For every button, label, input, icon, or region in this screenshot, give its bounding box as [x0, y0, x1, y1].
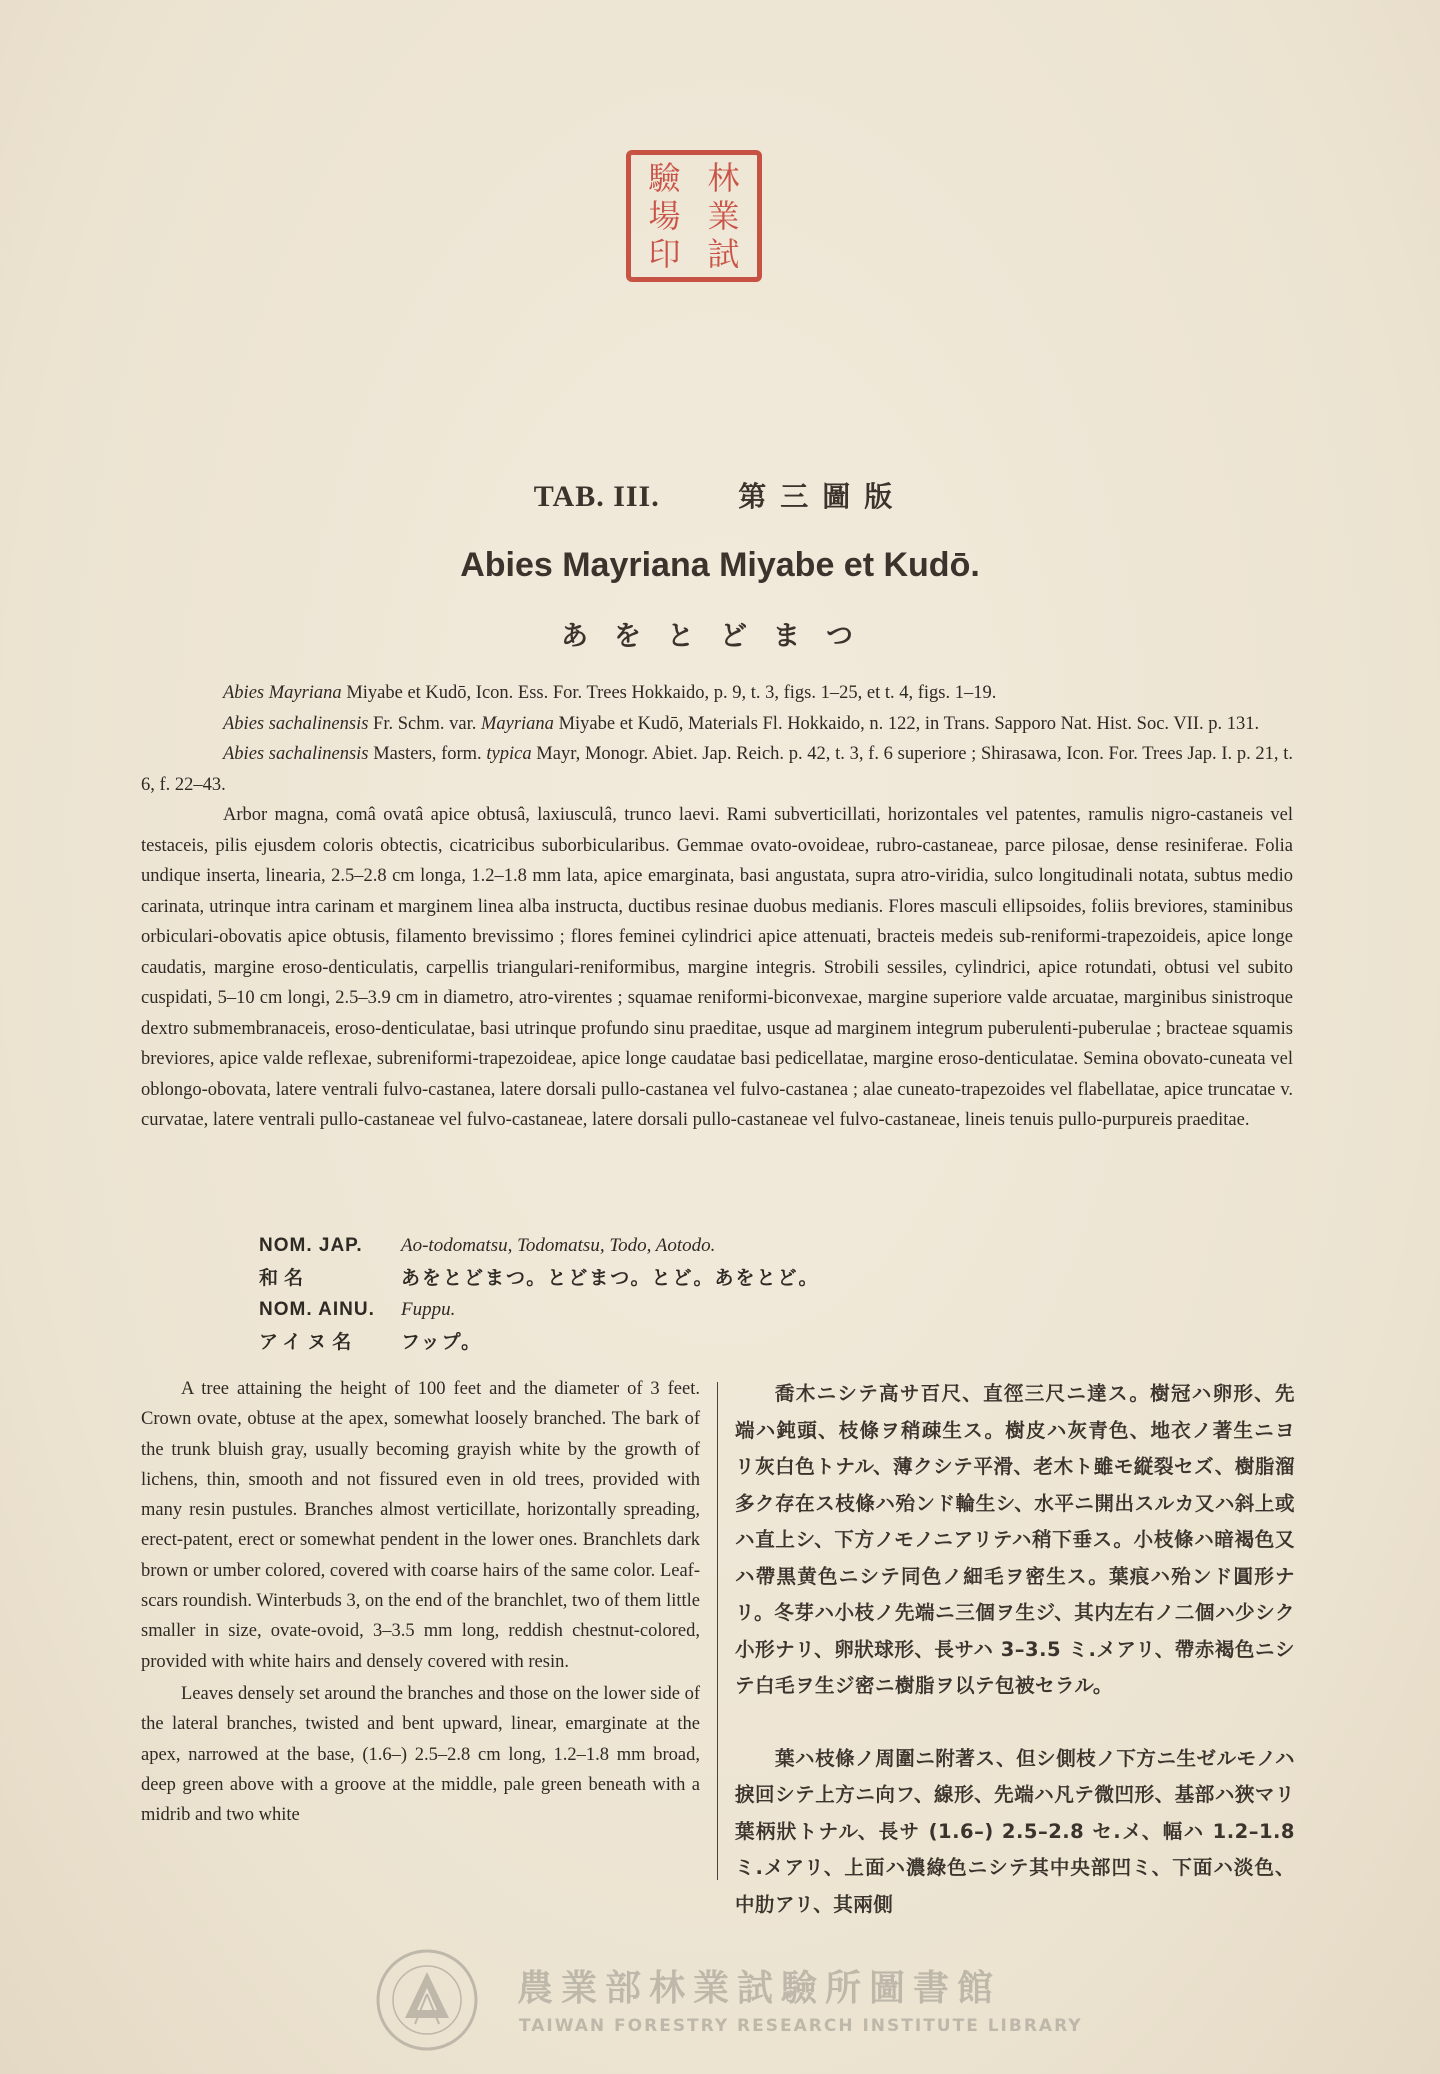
seal-char: 試: [707, 235, 740, 273]
ainu-label: アイヌ名: [259, 1331, 358, 1353]
watermark-chinese: 農業部林業試驗所圖書館: [517, 1968, 1002, 2009]
plate-number: TAB. III.: [533, 480, 660, 513]
japanese-paragraph: 喬木ニシテ高サ百尺、直徑三尺ニ達ス。樹冠ハ卵形、先端ハ鈍頭、枝條ヲ稍疎生ス。樹皮ハ灰青色、地衣ノ著生ニヨリ灰白色トナル、薄クシテ平滑、老木ト雖モ縦裂セズ、樹脂溜多ク存在ス枝條ハ殆ンド輪生シ、水平ニ開出スルカ又ハ斜上或ハ直上シ、下方ノモノニアリテハ稍下垂ス。小枝條ハ暗褐色又ハ帶黒黄色ニシテ同色ノ細毛ヲ密生ス。葉痕ハ殆ンド圓形ナリ。冬芽ハ小枝ノ先端ニ三個ヲ生ジ、其内左右ノ二個ハ少シク小形ナリ、卵狀球形、長サハ 3–3.5 ミ.メアリ、帶赤褐色ニシテ白毛ヲ生ジ密ニ樹脂ヲ以テ包被セラル。: [735, 1382, 1295, 1697]
column-divider: [717, 1382, 718, 1880]
ainu-value: フップ。: [401, 1331, 483, 1353]
synonym-1: Abies Mayriana Miyabe et Kudō, Icon. Ess. For. Trees Hokkaido, p. 9, t. 3, figs. 1–25, et t. 4, figs. 1–19.: [223, 683, 997, 703]
latin-description: Arbor magna, comâ ovatâ apice obtusâ, laxiusculâ, trunco laevi. Rami subverticillati, horizontales vel patentes, ramulis nigro-castaneis vel testaceis, pilis ejusdem coloris obtectis, cicatricibus suborbicularibus. Gemmae ovato-ovoideae, rubro-castaneae, parce pilosae, dense resiniferae. Folia undique inserta, linearia, 2.5–2.8 cm longa, 1.2–1.8 mm lata, apice emarginata, basi angustata, supra atro-viridia, sulco longitudinali notata, subtus medio carinata, utrinque intra carinam et marginem linea alba instructa, ductibus resinae duobus medianis. Flores masculi ellipsoides, foliis breviores, staminibus orbiculari-obovatis apice obtusis, filamento brevissimo ; flores feminei cylindrici apice attenuati, bracteis medeis sub-reniformi-trapezoideis, apice longe caudatis, margine eroso-denticulatis, carpellis triangulari-reniformibus, margine integris. Strobili sessiles, cylindrici, apice rotundati, obtusi vel subito cuspidati, 5–10 cm longi, 2.5–3.9 cm in diametro, atro-virentes ; squamae reniformi-biconvexae, margine superiore valde arcuatae, marginibus sinistroque dextro submembranaceis, eroso-denticulatae, basi utrinque profundo sinu praeditae, usque ad marginem integrum puberulenti-puberulae ; bracteae squamis breviores, apice valde reflexae, subreniformi-trapezoideae, apice longe caudatae basi pedicellatae, margine eroso-denticulatae. Semina obovato-cuneata vel oblongo-obovata, latere ventrali fulvo-castanea, latere dorsali pullo-castanea vel fulvo-castanea ; alae cuneato-trapezoides vel flabellatae, apice truncatae v. curvatae, latere ventrali pullo-castaneae vel fulvo-castaneae, latere dorsali pullo-castaneae vel fulvo-castaneae, lineis tenuis pullo-purpureis praeditae.: [141, 805, 1293, 1130]
library-logo-icon: [375, 1948, 479, 2052]
nom-ainu-value: Fuppu.: [401, 1299, 456, 1320]
institute-seal: [626, 150, 762, 282]
species-kana: あをとどまつ: [561, 621, 879, 652]
nom-ainu-label: NOM. AINU.: [259, 1299, 375, 1320]
seal-char: 業: [707, 197, 740, 235]
japanese-description: [735, 1376, 1295, 1923]
plate-title: [0, 475, 1440, 515]
synonym-3: Abies sachalinensis Masters, form. typica Mayr, Monogr. Abiet. Jap. Reich. p. 42, t. 3, f. 6 superiore ; Shirasawa, Icon. For. Trees Jap. I. p. 21, t. 6, f. 22–43.: [141, 744, 1293, 795]
seal-char: 林: [707, 159, 740, 197]
english-paragraph: Leaves densely set around the branches and those on the lower side of the lateral branches, twisted and bent upward, linear, emarginate at the apex, narrowed at the base, (1.6–) 2.5–2.8 cm long, 1.2–1.8 mm broad, deep green above with a groove at the middle, pale green beneath with a midrib and two white: [141, 1683, 700, 1826]
seal-char: 場: [648, 197, 681, 235]
english-paragraph: A tree attaining the height of 100 feet and the diameter of 3 feet. Crown ovate, obtuse at the apex, somewhat loosely branched. The bark of the trunk bluish gray, usually becoming grayish white by the growth of lichens, thin, smooth and not fissured even in old trees, provided with many resin pustules. Branches almost verticillate, horizontally spreading, erect-patent, erect or somewhat pendent in the lower ones. Branchlets dark brown or umber colored, covered with coarse hairs of the same color. Leaf-scars roundish. Winterbuds 3, on the end of the branchlet, two of them little smaller in size, ovate-ovoid, 3–3.5 mm long, reddish chestnut-colored, provided with white hairs and densely covered with resin.: [141, 1379, 700, 1672]
japanese-paragraph: 葉ハ枝條ノ周圍ニ附著ス、但シ側枝ノ下方ニ生ゼルモノハ捩回シテ上方ニ向フ、線形、先端ハ凡テ微凹形、基部ハ狹マリ葉柄狀トナル、長サ (1.6–) 2.5–2.8 セ.メ、幅ハ 1.2–1.8 ミ.メアリ、上面ハ濃綠色ニシテ其中央部凹ミ、下面ハ淡色、中肋アリ、其兩側: [735, 1746, 1295, 1916]
seal-char: 印: [648, 235, 681, 273]
wamei-value: あをとどまつ。とどまつ。とど。あをとど。: [401, 1267, 820, 1289]
vernacular-names: [259, 1230, 819, 1358]
watermark-english: TAIWAN FORESTRY RESEARCH INSTITUTE LIBRARY: [519, 2016, 1083, 2036]
seal-char: 驗: [648, 159, 681, 197]
english-description: [141, 1374, 700, 1830]
wamei-label: 和名: [259, 1267, 310, 1289]
nom-jap-label: NOM. JAP.: [259, 1235, 363, 1256]
synonym-2: Abies sachalinensis Fr. Schm. var. Mayriana Miyabe et Kudō, Materials Fl. Hokkaido, n. 122, in Trans. Sapporo Nat. Hist. Soc. VII. p. 131.: [223, 713, 1260, 734]
synonymy: [141, 678, 1293, 1136]
plate-number-jp: 第三圖版: [738, 480, 907, 513]
library-watermark: [375, 1948, 1135, 2058]
species-name: Abies Mayriana Miyabe et Kudō.: [460, 546, 980, 584]
nom-jap-value: Ao-todomatsu, Todomatsu, Todo, Aotodo.: [401, 1235, 716, 1256]
